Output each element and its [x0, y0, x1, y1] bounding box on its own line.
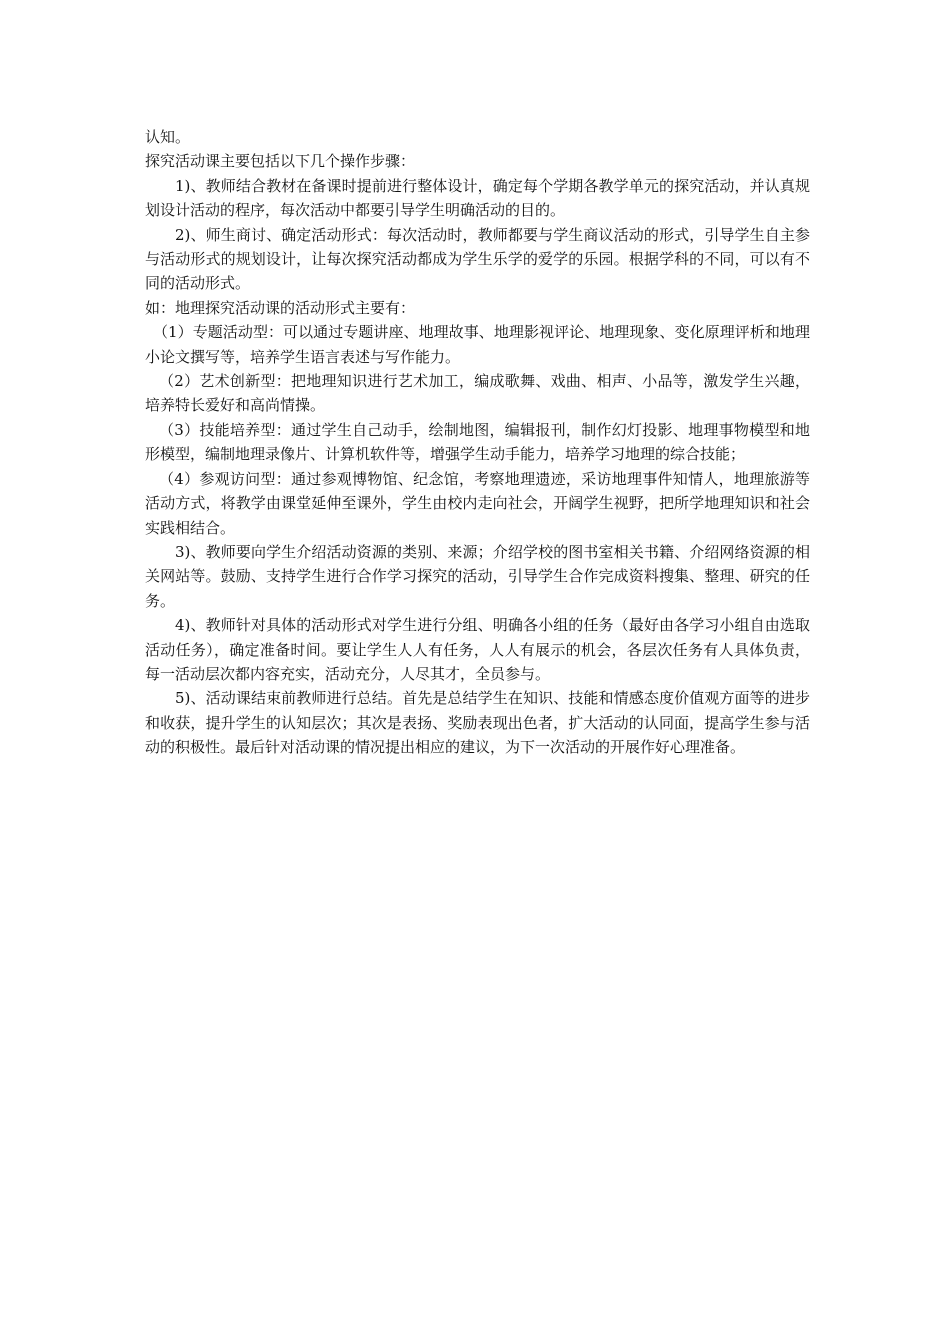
paragraph-step-5: 5)、活动课结束前教师进行总结。首先是总结学生在知识、技能和情感态度价值观方面等的进步和收获，提升学生的认知层次；其次是表扬、奖励表现出色者，扩大活动的认同面，提高学生参与活动的积极性。最后针对活动课的情况提出相应的建议，为下一次活动的开展作好心理准备。: [145, 689, 810, 757]
paragraph-step-3: 3)、教师要向学生介绍活动资源的类别、来源；介绍学校的图书室相关书籍、介绍网络资源的相关网站等。鼓励、支持学生进行合作学习探究的活动，引导学生合作完成资料搜集、整理、研究的任务。: [145, 542, 810, 610]
document-body: [145, 125, 810, 760]
paragraph-step-1: 1)、教师结合教材在备课时提前进行整体设计，确定每个学期各教学单元的探究活动，并认真规划设计活动的程序，每次活动中都要引导学生明确活动的目的。: [145, 176, 810, 220]
paragraph-form-1: （1）专题活动型：可以通过专题讲座、地理故事、地理影视评论、地理现象、变化原理评析和地理小论文撰写等，培养学生语言表述与写作能力。: [145, 323, 810, 366]
paragraph-form-4: （4）参观访问型：通过参观博物馆、纪念馆，考察地理遗迹，采访地理事件知情人，地理旅游等活动方式，将教学由课堂延伸至课外，学生由校内走向社会，开阔学生视野，把所学地理知识和社会实践相结合。: [145, 469, 810, 537]
paragraph-step-4: 4)、教师针对具体的活动形式对学生进行分组、明确各小组的任务（最好由各学习小组自由选取活动任务），确定准备时间。要让学生人人有任务，人人有展示的机会，各层次任务有人具体负责，每一活动层次都内容充实，活动充分，人尽其才，全员参与。: [145, 616, 810, 683]
paragraph-steps-intro: 探究活动课主要包括以下几个操作步骤：: [145, 152, 416, 171]
paragraph-form-3: （3）技能培养型：通过学生自己动手，绘制地图，编辑报刊，制作幻灯投影、地理事物模型和地形模型，编制地理录像片、计算机软件等，增强学生动手能力，培养学习地理的综合技能；: [145, 420, 810, 464]
paragraph-step-2: 2)、师生商讨、确定活动形式：每次活动时，教师都要与学生商议活动的形式，引导学生自主参与活动形式的规划设计，让每次探究活动都成为学生乐学的爱学的乐园。根据学科的不同，可以有不同的活动形式。: [145, 225, 810, 293]
paragraph-forms-intro: 如：地理探究活动课的活动形式主要有：: [145, 298, 416, 317]
paragraph-continuation: 认知。: [145, 128, 191, 146]
paragraph-form-2: （2）艺术创新型：把地理知识进行艺术加工，编成歌舞、戏曲、相声、小品等，激发学生兴趣，培养特长爱好和高尚情操。: [145, 372, 810, 415]
